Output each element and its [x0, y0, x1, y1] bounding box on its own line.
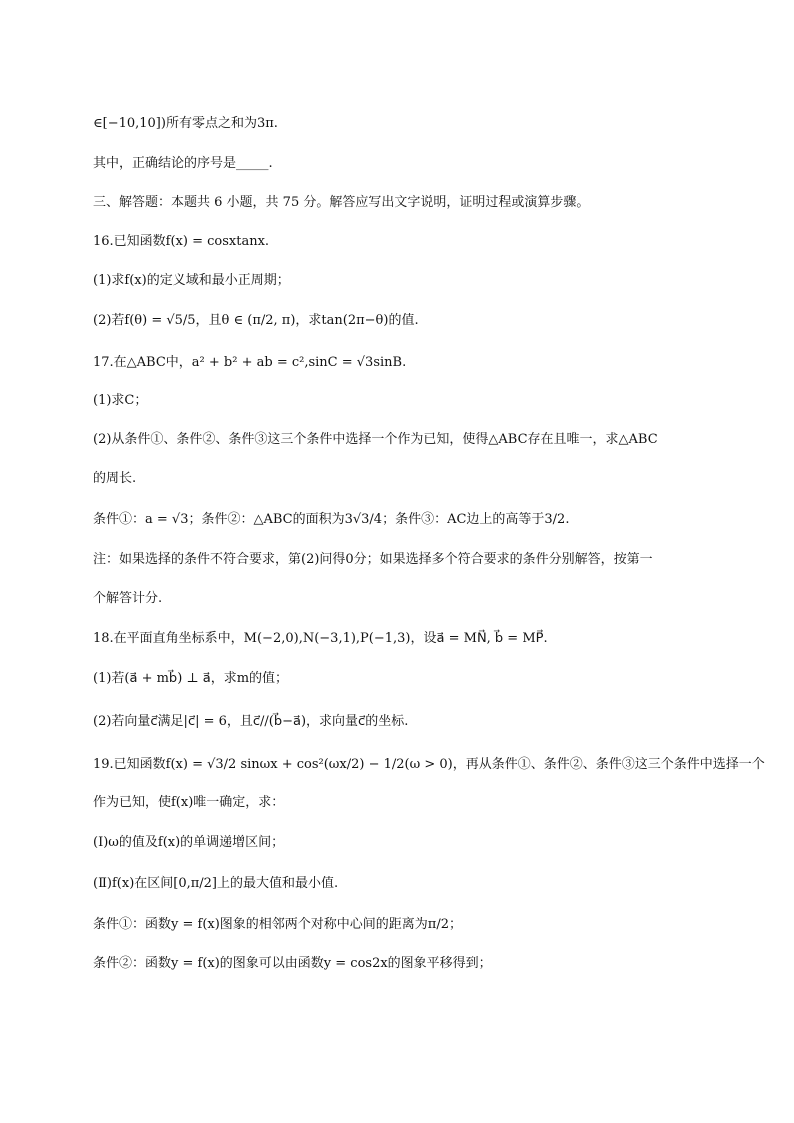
- section-heading: 三、解答题：本题共 6 小题，共 75 分。解答应写出文字说明，证明过程或演算步骤。: [93, 195, 590, 210]
- problem-19-condition-1: 条件①：函数y = f(x)图象的相邻两个对称中心间的距离为π/2；: [93, 917, 462, 932]
- problem-19-title: 19.已知函数f(x) = √3/2 sinωx + cos²(ωx/2) − 1/2(ω > 0)，再从条件①、条件②、条件③这三个条件中选择一个: [93, 757, 765, 772]
- text-line-1: ∈[−10,10])所有零点之和为3π.: [93, 116, 278, 131]
- problem-18-title: 18.在平面直角坐标系中，M(−2,0),N(−3,1),P(−1,3)，设a⃗ = MN⃗, b⃗ = MP⃗.: [93, 631, 548, 646]
- problem-16-part-2: (2)若f(θ) = √5/5，且θ ∈ (π/2, π)，求tan(2π−θ)的值.: [93, 313, 419, 328]
- problem-17-note-cont: 个解答计分.: [93, 591, 163, 606]
- problem-16-title: 16.已知函数f(x) = cosxtanx.: [93, 234, 270, 249]
- problem-17-part-2-cont: 的周长.: [93, 471, 137, 486]
- problem-17-note: 注：如果选择的条件不符合要求，第(2)问得0分；如果选择多个符合要求的条件分别解答，按第一: [93, 552, 653, 567]
- problem-19-title-cont: 作为已知，使f(x)唯一确定，求：: [93, 795, 285, 810]
- problem-17-title: 17.在△ABC中，a² + b² + ab = c²,sinC = √3sinB.: [93, 355, 407, 370]
- problem-17-conditions: 条件①：a = √3；条件②：△ABC的面积为3√3/4；条件③：AC边上的高等于3/2.: [93, 512, 570, 527]
- text-line-2: 其中，正确结论的序号是_____.: [93, 156, 273, 171]
- problem-17-part-2: (2)从条件①、条件②、条件③这三个条件中选择一个作为已知，使得△ABC存在且唯一，求△ABC: [93, 432, 658, 447]
- problem-18-part-2: (2)若向量c⃗满足|c⃗| = 6，且c⃗//(b⃗−a⃗)，求向量c⃗的坐标.: [93, 714, 409, 729]
- problem-17-part-1: (1)求C；: [93, 393, 148, 408]
- problem-16-part-1: (1)求f(x)的定义域和最小正周期；: [93, 273, 290, 288]
- problem-19-part-1: (Ⅰ)ω的值及f(x)的单调递增区间；: [93, 835, 285, 850]
- problem-18-part-1: (1)若(a⃗ + mb⃗) ⊥ a⃗，求m的值；: [93, 671, 289, 686]
- problem-19-condition-2: 条件②：函数y = f(x)的图象可以由函数y = cos2x的图象平移得到；: [93, 956, 492, 971]
- problem-19-part-2: (Ⅱ)f(x)在区间[0,π/2]上的最大值和最小值.: [93, 876, 339, 891]
